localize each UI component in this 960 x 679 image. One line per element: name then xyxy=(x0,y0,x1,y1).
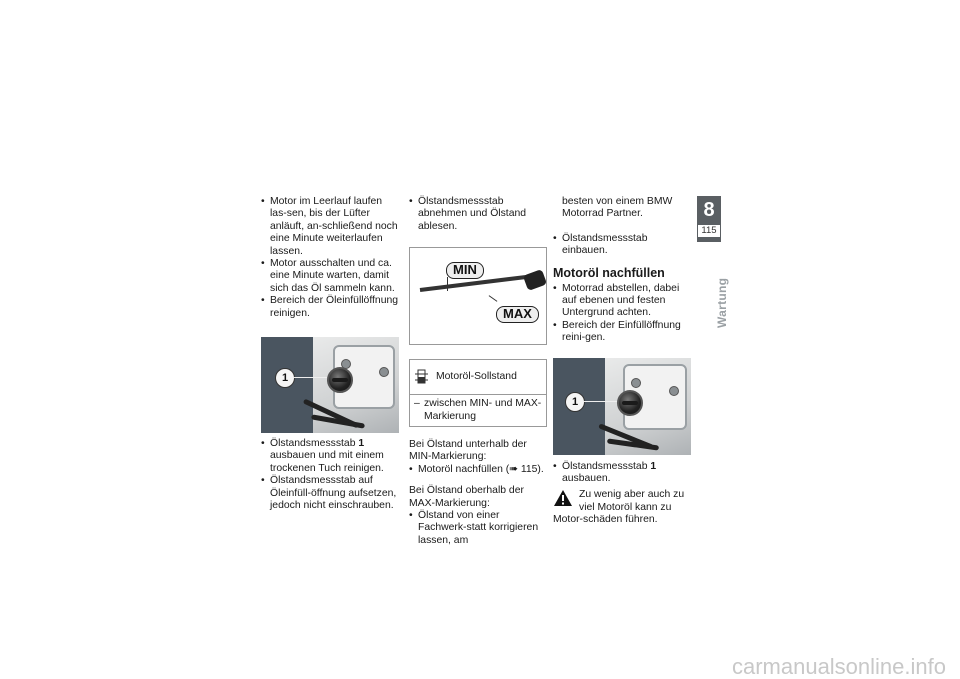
oil-cap xyxy=(617,390,643,416)
section-side-label: Wartung xyxy=(715,277,729,328)
instruction-list xyxy=(553,233,691,258)
min-marker-label: MIN xyxy=(446,262,484,278)
instruction-list xyxy=(553,283,691,345)
list-item: • Bereich der Öleinfüllöffnung reinigen. xyxy=(261,295,399,320)
oil-cap xyxy=(327,367,353,393)
column-3 xyxy=(553,196,691,527)
list-item: • Ölstandsmessstab 1 ausbauen. xyxy=(553,461,691,486)
instruction-list xyxy=(553,461,691,486)
chapter-number: 8 xyxy=(703,199,715,221)
watermark: carmanualsonline.info xyxy=(731,653,946,679)
list-item: • Motoröl nachfüllen (➠ 115). xyxy=(409,464,547,476)
list-item: • Ölstandsmessstab abnehmen und Ölstand ablesen. xyxy=(409,196,547,233)
warning-text: Zu wenig aber auch zu viel Motoröl kann zu Motor-schäden führen. xyxy=(553,489,685,526)
list-item: • Motorrad abstellen, dabei auf ebenen und festen Untergrund achten. xyxy=(553,283,691,320)
paragraph: besten von einem BMW Motorrad Partner. xyxy=(562,196,673,220)
list-item: • Bereich der Einfüllöffnung reini-gen. xyxy=(553,320,691,345)
warning-icon xyxy=(553,489,573,507)
list-item: • Ölstand von einer Fachwerk-statt korrigieren lassen, am xyxy=(409,510,547,547)
instruction-list xyxy=(261,438,399,512)
dipstick-illustration xyxy=(409,247,547,345)
callout-number: 1 xyxy=(275,368,295,388)
oil-level-icon xyxy=(414,368,430,386)
instruction-list xyxy=(409,510,547,547)
callout-number: 1 xyxy=(565,392,585,412)
page-reference-arrow-icon: ➠ xyxy=(509,463,518,475)
list-item: • Ölstandsmessstab 1 ausbauen und mit einem trockenen Tuch reinigen. xyxy=(261,438,399,475)
instruction-list xyxy=(261,196,399,320)
max-marker-label: MAX xyxy=(496,306,539,322)
spec-value: zwischen MIN- und MAX-Markierung xyxy=(424,398,542,422)
warning-note xyxy=(553,489,691,526)
chapter-tab xyxy=(697,196,721,242)
column-1 xyxy=(261,196,399,513)
paragraph: Bei Ölstand oberhalb der MAX-Markierung: xyxy=(409,485,524,509)
instruction-list xyxy=(409,464,547,476)
spec-title: Motoröl-Sollstand xyxy=(436,371,517,383)
section-heading: Motoröl nachfüllen xyxy=(553,265,665,280)
oil-filler-photo xyxy=(553,358,691,455)
paragraph: Bei Ölstand unterhalb der MIN-Markierung: xyxy=(409,439,527,463)
list-item: • Motor ausschalten und ca. eine Minute warten, damit sich das Öl sammeln kann. xyxy=(261,258,399,295)
page-reference-link[interactable]: 115). xyxy=(517,463,544,475)
oil-level-spec-box: Motoröl-Sollstand – zwischen MIN- und MAX-Markierung xyxy=(409,359,547,427)
oil-filler-photo xyxy=(261,337,399,433)
list-item: • Ölstandsmessstab auf Öleinfüll-öffnung aufsetzen, jedoch nicht einschrauben. xyxy=(261,475,399,512)
list-item: • Ölstandsmessstab einbauen. xyxy=(553,233,691,258)
page-number: 115 xyxy=(697,224,721,238)
instruction-list xyxy=(409,196,547,233)
column-2 xyxy=(409,196,547,547)
list-item: • Motor im Leerlauf laufen las-sen, bis der Lüfter anläuft, an-schließend noch eine Minute weiterlaufen lassen. xyxy=(261,196,399,258)
